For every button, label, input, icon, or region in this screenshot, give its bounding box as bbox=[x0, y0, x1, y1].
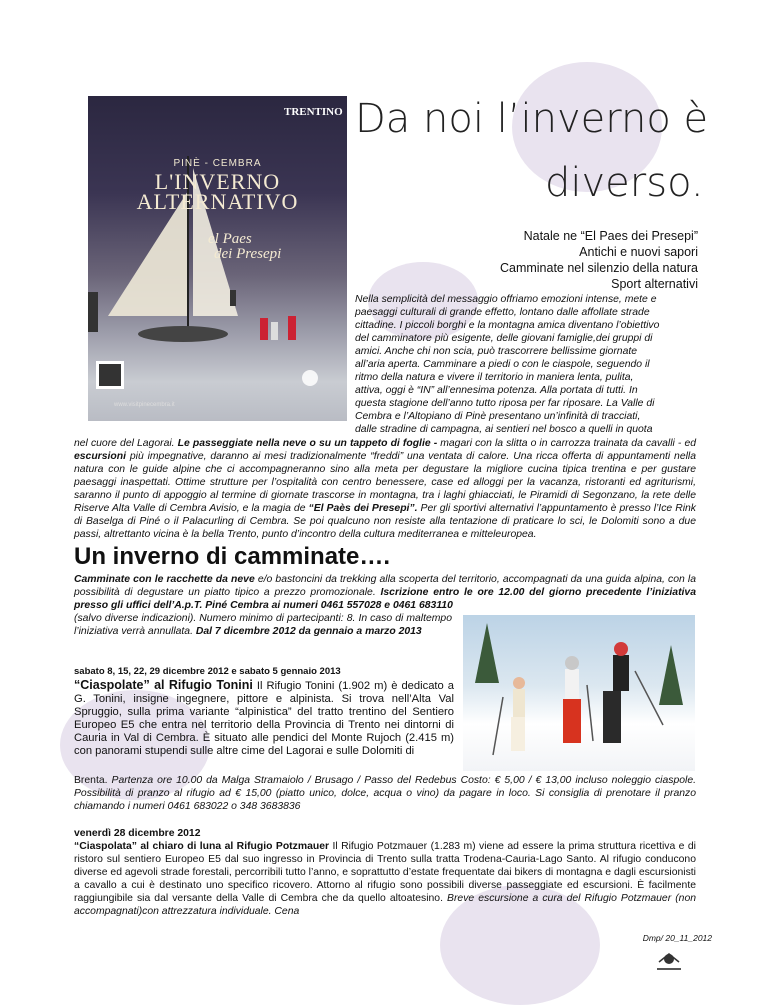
poster-script: el Paes dei Presepi bbox=[208, 231, 282, 262]
poster-subtitle: PINÈ - CEMBRA bbox=[173, 158, 262, 169]
footer-code: Dmp/ 20_11_2012 bbox=[642, 933, 712, 943]
subtitle-item: Natale ne “El Paes dei Presepi” bbox=[523, 229, 698, 243]
subtitle-item: Sport alternativi bbox=[611, 277, 698, 291]
intro-rest: nel cuore del Lagorai. Le passeggiate nella neve o su un tappeto di foglie - magari con la slitta o in carrozza trainata da cavalli - ed escursioni più impegnative, daranno ai mesi tradizionalmente “freddi” una ventata di calore. Una ricca offerta di appuntamenti nella natura con le guide alpine che ci accompagneranno sino alla meta per degustare la migliore cucina tipica trentina e per gustare paesaggi inaspettati. Ottime strutture per l’ospitalità con centro benessere, case ed alloggi per la vacanza, ristoranti ed agriturismi, saranno il punto di appoggio al termine di giornate trascorse in montagna, tra i laghi ghiacciati, le Piramidi di Segonzano, la rete delle Riserve Alta Valle di Cembra Avisio, e la magia de “El Paès dei Presepi”. Per gli sportivi alternativi l’appuntamento è presso l’Ice Rink di Baselga di Piné o il Palacurling di Cembra. Se poi qualcuno non resiste alla tentazione di praticare lo sci, le Dolomiti sono a due passi, altrettanto vicina è la bella Trento, punto d’incontro della cultura mediterranea e mitteleuropea. bbox=[74, 438, 697, 540]
snowshoe-photo bbox=[463, 615, 695, 771]
subtitle-item: Camminate nel silenzio della natura bbox=[499, 261, 698, 275]
subtitle-list bbox=[500, 228, 698, 292]
event2-body: “Ciaspolata” al chiaro di luna al Rifugio Potzmauer Il Rifugio Potzmauer (1.283 m) viene ad essere la prima struttura ricettiva e di ristoro sul sentiero Europeo E5 dal suo ingresso in Provincia di Trento sulla tratta Trodena-Cauria-Lago Santo. Al rifugio conducono diverse ed agevoli strade forestali, percorribili tutto l’anno, e soprattutto d’estate frequentate dai bikers di montagna e dagli escursionisti a cavallo a cui è destinato uno specifico ricovero. Attorno al rifugio sono possibili diverse passeggiate ed escursioni. È facilmente raggiungibile sia dal versante della Valle di Cembra che da quello altoatesino. Breve escursione a cura del Rifugio Potzmauer (non accompagnati)con attrezzatura individuale. Cena bbox=[74, 841, 697, 917]
walks-first-line: Camminate con le racchette da neve e/o bastoncini da trekking alla scoperta del territorio, accompagnati da una guida alpina, con la possibilità di degustare un piatto tipico a prezzo promozionale. Iscrizione entro le ore 12.00 del giorno precedente l’iniziativa presso gli uffici dell’A.p.T. Piné Cembra ai numeri 0461 557028 e 0461 683110 bbox=[74, 574, 696, 611]
walks-second-part: (salvo diverse indicazioni). Numero minimo di partecipanti: 8. In caso di maltempo l’iniziativa verrà annullata. Dal 7 dicembre 2012 da gennaio a marzo 2013 bbox=[74, 613, 452, 637]
poster-title: L'INVERNO ALTERNATIVO bbox=[136, 169, 299, 214]
event1-dates: sabato 8, 15, 22, 29 dicembre 2012 e sabato 5 gennaio 2013 bbox=[74, 666, 341, 677]
event2-date: venerdì 28 dicembre 2012 bbox=[74, 828, 201, 839]
event1-tail: Brenta. Partenza ore 10.00 da Malga Stramaiolo / Brusago / Passo del Redebus Costo: € 5,00 / € 13,00 incluso noleggio ciaspole. Possibilità di pranzo al rifugio ad € 15,00 (piatto unico, dolce, acqua o vino) da pagare in loco. Si consiglia di prenotare il pranzo chiamando i numeri 0461 683022 o 348 3683836 bbox=[74, 775, 696, 812]
poster-url: www.visitpinecembra.it bbox=[114, 402, 175, 408]
section-title: Un inverno di camminate…. bbox=[74, 543, 391, 570]
subtitle-item: Antichi e nuovi sapori bbox=[579, 245, 698, 259]
page-title-line1: Da noi l’inverno è bbox=[355, 96, 709, 142]
page-title-line2: diverso. bbox=[545, 160, 704, 206]
poster-image bbox=[88, 96, 347, 421]
trentino-logo-icon bbox=[654, 950, 684, 974]
poster-brand: TRENTINO bbox=[284, 106, 343, 118]
event1-body: “Ciaspolate” al Rifugio Tonini Il Rifugio Tonini (1.902 m) è dedicato a G. Tonini, insigne ingegnere, pittore e alpinista. Si trova nell’Alta Val Spruggio, sulla prima variante “alpinistica” del tratto trentino del Sentiero Europeo E5 che entra nel territorio della Provincia di Trento nei dintorni di Cauria in Val di Cembra. È situato alle pendici del Monte Rujoch (2.415 m) con panorami stupendi sulle altre cime del Lagorai e sulle Dolomiti di bbox=[74, 678, 454, 757]
intro-wrapped: Nella semplicità del messaggio offriamo emozioni intense, mete e paesaggi culturali di grande effetto, lontano dalle affollate strade cittadine. I piccoli borghi e la montagna amica diventano l’obiettivo del camminatore più esigente, delle giovani famiglie,dei gruppi di amici. Anche chi non scia, può trascorrere bellissime giornate all’aria aperta. Camminare a piedi o con le ciaspole, seguendo il ritmo della natura e vivere il territorio in maniera lenta, pulita, attiva, oggi è “IN” all’ennesima potenza. Alla portata di tutti. In questa stagione dell’anno tutto riposa per far riposare. La Valle di Cembra e l’Altopiano di Pinè presentano un’infinità di tracciati, dalle stradine di campagna, ai sentieri nel bosco a quelli in quota bbox=[355, 294, 660, 435]
